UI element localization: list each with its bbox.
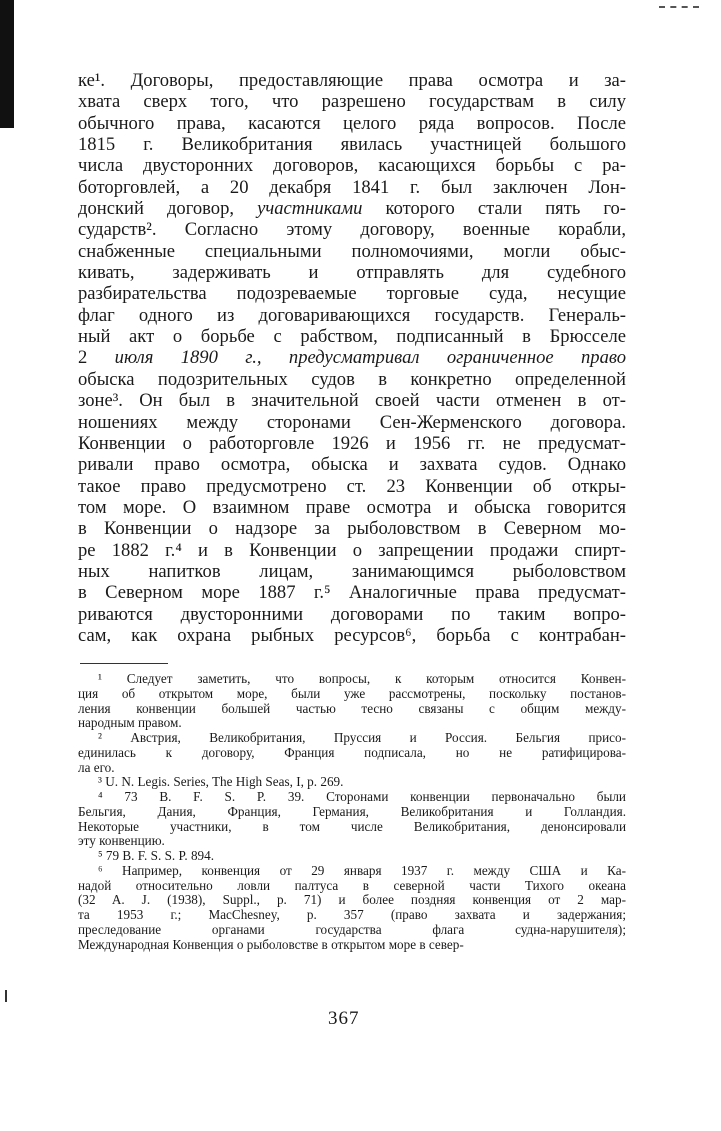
- footnote-line: Бельгия, Дания, Франция, Германия, Великобритания и Голландия.: [78, 803, 626, 819]
- italic-phrase: июля 1890 г., предусматривал ограниченное право: [114, 347, 626, 369]
- footnote-line: ⁵ 79 B. F. S. S. P. 894.: [98, 848, 215, 863]
- footnote-line: преследование органами государства флага судна-нарушителя);: [78, 921, 626, 937]
- footnote-1: [78, 672, 626, 731]
- footnote-3: [78, 775, 626, 790]
- text-line: флаг одного из договаривающихся государств. Генераль-: [78, 304, 626, 326]
- text-line: ных напитков лицам, занимающимся рыболовством: [78, 560, 626, 582]
- text-line: обычного права, касаются целого ряда вопросов. После: [78, 112, 626, 134]
- text-line: ный акт о борьбе с рабством, подписанный в Брюсселе: [78, 326, 626, 348]
- text-line: ношениях между сторонами Сен-Жерменского договора.: [78, 411, 626, 433]
- text-line: ривали право осмотра, обыска и захвата судов. Однако: [78, 454, 626, 476]
- text-line: обыска подозрительных судов в конкретно определенной: [78, 368, 626, 390]
- text-line: разбирательства подозреваемые торговые суда, несущие: [78, 283, 626, 305]
- footnote-line: ла его.: [78, 759, 115, 775]
- footnote-6: [78, 864, 626, 953]
- text-line: сударств². Согласно этому договору, военные корабли,: [78, 219, 626, 241]
- footnote-line: народным правом.: [78, 715, 182, 731]
- footnote-line: ⁶ Например, конвенция от 29 января 1937 г. между США и Ка-: [98, 862, 626, 878]
- text-line: в Северном море 1887 г.⁵ Аналогичные права предусмат-: [78, 582, 626, 604]
- text-line: ре 1882 г.⁴ и в Конвенции о запрещении продажи спирт-: [78, 539, 626, 561]
- footnote-separator: [80, 663, 168, 664]
- footnote-line: ция об открытом море, были уже рассмотрены, поскольку постанов-: [78, 685, 626, 701]
- text-line: донский договор, участниками которого стали пять го-: [78, 198, 626, 220]
- footnote-line: Некоторые участники, в том числе Великобритания, денонсировали: [78, 818, 626, 834]
- footnote-line: ³ U. N. Legis. Series, The High Seas, I, p. 269.: [98, 774, 344, 790]
- text-line: боторговлей, а 20 декабря 1841 г. был заключен Лон-: [78, 176, 626, 198]
- scan-artifact-mark: [5, 990, 7, 1002]
- footnote-line: ² Австрия, Великобритания, Пруссия и Россия. Бельгия присо-: [98, 730, 626, 745]
- footnote-line: ления конвенции большей частью тесно связаны с общим между-: [78, 700, 626, 716]
- footnote-line: надой относительно ловли палтуса в северной части Тихого океана: [78, 877, 626, 893]
- footnote-line: (32 A. J. (1938), Suppl., p. 71) и более поздняя конвенция от 2 мар-: [78, 892, 626, 908]
- footnote-line: та 1953 г.; MacChesney, p. 357 (право захвата и задержания;: [78, 907, 626, 922]
- text-line: числа двусторонних договоров, касающихся борьбы с ра-: [78, 155, 626, 177]
- footnote-line: единилась к договору, Франция подписала, но не ратифицирова-: [78, 744, 626, 760]
- footnotes-block: [78, 672, 626, 952]
- text-line: такое право предусмотрено ст. 23 Конвенции об откры-: [78, 475, 626, 497]
- footnote-line: эту конвенцию.: [78, 833, 165, 849]
- footnote-4: [78, 790, 626, 849]
- text-line: зоне³. Он был в значительной своей части отменен в от-: [78, 390, 626, 412]
- footnote-2: [78, 731, 626, 775]
- main-text-block: [78, 70, 626, 646]
- text-line: хвата сверх того, что разрешено государствам в силу: [78, 91, 626, 113]
- binding-edge-shadow: [0, 0, 14, 128]
- footnote-line: ⁴ 73 B. F. S. P. 39. Сторонами конвенции первоначально были: [98, 789, 626, 804]
- text-line: сам, как охрана рыбных ресурсов⁶, борьба с контрабан-: [78, 624, 626, 646]
- italic-phrase: участниками: [257, 198, 363, 220]
- text-line: снабженные специальными полномочиями, могли обыс-: [78, 240, 626, 262]
- text-line: ке¹. Договоры, предоставляющие права осмотра и за-: [78, 70, 626, 91]
- text-line: кивать, задерживать и отправлять для судебного: [78, 262, 626, 284]
- page-number: 367: [328, 1008, 360, 1029]
- footnote-5: [78, 849, 626, 864]
- footnote-line: Международная Конвенция о рыболовстве в открытом море в север-: [78, 936, 464, 952]
- text-line: Конвенции о работорговле 1926 и 1956 гг. не предусмат-: [78, 432, 626, 454]
- text-line: риваются двусторонними договорами по таким вопро-: [78, 603, 626, 625]
- text-line: том море. О взаимном праве осмотра и обыска говорится: [78, 496, 626, 518]
- text-line: 1815 г. Великобритания явилась участницей большого: [78, 134, 626, 156]
- footnote-line: ¹ Следует заметить, что вопросы, к которым относится Конвен-: [98, 671, 626, 686]
- text-line: в Конвенции о надзоре за рыболовством в Северном мо-: [78, 518, 626, 540]
- text-line: 2 июля 1890 г., предусматривал ограниченное право: [78, 347, 626, 369]
- scan-artifact-dash: [659, 6, 699, 8]
